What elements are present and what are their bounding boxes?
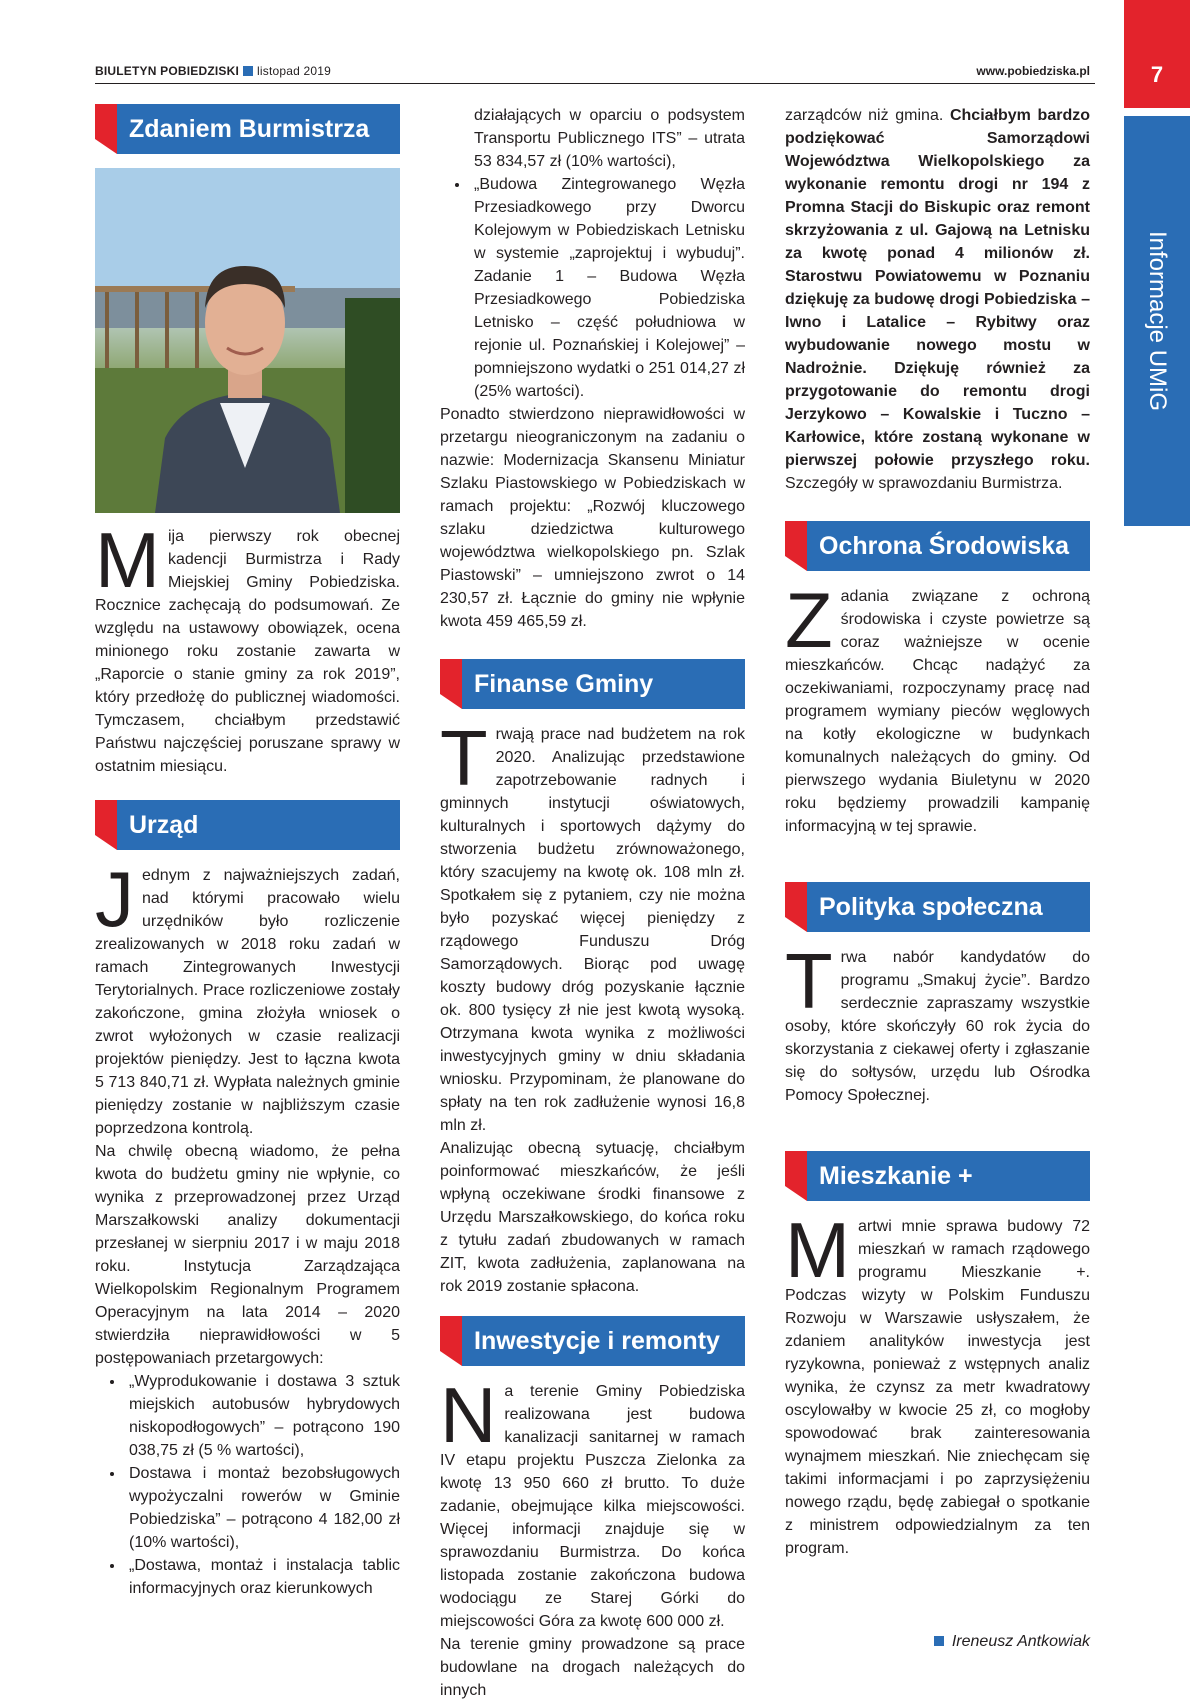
drop-cap: T	[440, 714, 488, 802]
title-accent	[440, 659, 462, 709]
list-item: działających w oparciu o podsystem Transportu Publicznego ITS” – utrata 53 834,57 zł (10% wartości),	[474, 107, 745, 170]
section-heading: Urząd	[117, 800, 400, 850]
list-item: • „Budowa Zintegrowanego Węzła Przesiadkowego przy Dworcu Kolejowym w Pobiedziskach Letnisku w systemie „zaprojektuj i wybuduj”. Zadanie 1 – Budowa Węzła Przesiadkowego Pobiedziska Letnisko – część południowa w rejonie ul. Poznańskiej i Kolejowej” – pomniejszono wydatki o 251 014,27 zł (25% wartości).	[470, 173, 745, 403]
title-accent	[95, 104, 117, 154]
section-heading: Finanse Gminy	[462, 659, 745, 709]
section-heading: Mieszkanie +	[807, 1151, 1090, 1201]
issue-date: listopad 2019	[257, 64, 332, 78]
column-1	[95, 104, 400, 1600]
thanks-paragraph: zarządców niż gmina. Chciałbym bardzo podziękować Samorządowi Województwa Wielkopolskiego za wykonanie remontu drogi nr 194 z Promna Stacji do Biskupic oraz remont skrzyżowania z ul. Gajową na Letnisku za kwotę ponad 4 milionów zł. Starostwu Powiatowemu w Poznaniu dziękuję za budowę drogi Pobiedziska – Iwno i Latalice – Rybitwy oraz wybudowanie nowego mostu w Nadrożnie. Dziękuję również za przygotowanie do remontu drogi Jerzykowo – Kowalskie i Tuczno – Karłowice, które zostaną wykonane w pierwszej połowie przyszłego roku. Szczegóły w sprawozdaniu Burmistrza.	[785, 107, 1090, 492]
list-item: • „Wyprodukowanie i dostawa 3 sztuk miejskich autobusów hybrydowych niskopodłogowych” – potrącono 190 038,75 zł (5 % wartości),	[125, 1370, 400, 1462]
website-link[interactable]: www.pobiedziska.pl	[976, 64, 1090, 78]
penalty-list-continued-2	[440, 173, 745, 403]
urzad-paragraph-2: Na chwilę obecną wiadomo, że pełna kwota do budżetu gminy nie wpłynie, co wynika z przeprowadzonej przez Urząd Marszałkowski analizy dokumentacji przesłanej w sierpniu 2017 i w maju 2018 roku. Instytucja Zarządzająca Wielkopolskim Regionalnym Programem Operacyjnym na lata 2014 – 2020 stwierdziła nieprawidłowości w 5 postępowaniach przetargowych:	[95, 1143, 400, 1367]
column-2	[440, 104, 745, 1702]
penalty-list-continued	[440, 104, 745, 173]
list-item: • „Dostawa, montaż i instalacja tablic informacyjnych oraz kierunkowych	[125, 1554, 400, 1600]
list-item: • Dostawa i montaż bezobsługowych wypożyczalni rowerów w Gminie Pobiedziska” – potrącono 4 182,00 zł (10% wartości),	[125, 1462, 400, 1554]
title-accent	[785, 1151, 807, 1201]
inwestycje-paragraph-2: Na terenie gminy prowadzone są prace budowlane na drogach należących do innych	[440, 1636, 745, 1699]
urzad-paragraph-1: Jednym z najważniejszych zadań, nad którymi pracowało wielu urzędników było rozliczenie zrealizowanych w 2018 roku zadań w ramach Zintegrowanych Inwestycji Terytorialnych. Prace rozliczeniowe zostały zakończone, gmina złożyła wniosek o zwrot wyłożonych w czasie realizacji projektów pieniędzy. Jest to łączna kwota 5 713 840,71 zł. Wypłata należnych gminie pieniędzy zostanie w najbliższym czasie poprzedzona kontrolą.	[95, 855, 400, 1137]
polityka-paragraph: Trwa nabór kandydatów do programu „Smakuj życie”. Bardzo serdecznie zapraszamy wszystkie osoby, które skończyły 60 rok życia do skorzystania z ciekawej oferty i zgłaszanie się do sołtysów, urzędu lub Ośrodka Pomocy Społecznej.	[785, 937, 1090, 1104]
column-3	[785, 104, 1090, 1653]
mayor-portrait-illustration	[95, 168, 400, 513]
drop-cap: Z	[785, 576, 833, 664]
drop-cap: N	[440, 1371, 497, 1459]
square-bullet-icon	[243, 66, 253, 76]
square-bullet-icon	[934, 1636, 944, 1646]
section-title-zdaniem	[95, 104, 400, 154]
drop-cap: M	[785, 1206, 850, 1294]
title-accent	[95, 800, 117, 850]
title-accent	[785, 521, 807, 571]
drop-cap: J	[95, 855, 134, 943]
section-title-mieszkanie	[785, 1151, 1090, 1201]
section-heading: Inwestycje i remonty	[462, 1316, 745, 1366]
drop-cap: T	[785, 937, 833, 1025]
section-title-polityka	[785, 882, 1090, 932]
section-title-finanse	[440, 659, 745, 709]
publication-header	[95, 64, 331, 78]
section-title-urzad	[95, 800, 400, 850]
page-number: 7	[1124, 0, 1190, 108]
irregularities-paragraph: Ponadto stwierdzono nieprawidłowości w przetargu nieograniczonym na zadaniu o nazwie: Modernizacja Skansenu Miniatur Szlaku Piastowskiego w Pobiedziskach w ramach projektu: „Rozwój kluczowego szlaku dziedzictwa kulturowego województwa wielkopolskiego pn. Szlak Piastowski” – umniejszono zwrot o 14 230,57 zł. Łącznie do gminy nie wpłynie kwota 459 465,59 zł.	[440, 406, 745, 630]
section-heading: Polityka społeczna	[807, 882, 1090, 932]
mayor-photo	[95, 168, 400, 513]
intro-paragraph: Mija pierwszy rok obecnej kadencji Burmistrza i Rady Miejskiej Gminy Pobiedziska. Rocznice zachęcają do podsumowań. Ze względu na ustawowy obowiązek, ocena minionego roku zostanie zawarta w „Raporcie o stanie gminy za rok 2019”, który przedłożę do publicznej wiadomości. Tymczasem, chciałbym przedstawić Państwu najczęściej poruszane sprawy w ostatnim miesiącu.	[95, 516, 400, 775]
ochrona-paragraph: Zadania związane z ochroną środowiska i czyste powietrze są coraz ważniejsze w ocenie mieszkańców. Chcąc nadążyć za oczekiwaniami, rozpoczynamy pracę nad programem wymiany pieców węglowych na kotły ekologiczne w budynkach komunalnych należących do gminy. Od pierwszego wydania Biuletynu w 2020 roku będziemy prowadzili kampanię informacyjną w tej sprawie.	[785, 576, 1090, 835]
inwestycje-paragraph: Na terenie Gminy Pobiedziska realizowana jest budowa kanalizacji sanitarnej w ramach IV etapu projektu Puszcza Zielonka za kwotę 13 950 660 zł brutto. To duże zadanie, obejmujące kilka miejscowości. Więcej informacji znajduje się w sprawozdaniu Burmistrza. Do końca listopada zostanie zakończona budowa wodociągu ze Starej Górki do miejscowości Góra za kwotę 600 000 zł.	[440, 1371, 745, 1630]
title-accent	[440, 1316, 462, 1366]
section-heading: Ochrona Środowiska	[807, 521, 1090, 571]
section-title-inwestycje	[440, 1316, 745, 1366]
section-side-tab	[1124, 116, 1190, 526]
title-accent	[785, 882, 807, 932]
finanse-paragraph-2: Analizując obecną sytuację, chciałbym poinformować mieszkańców, że jeśli wpłyną oczekiwane środki finansowe z Urzędu Marszałkowskiego, do końca roku z tytułu zadań zbudowanych w ramach ZIT, kwota zadłużenia, zaplanowana na rok 2019 zostanie spłacona.	[440, 1140, 745, 1295]
finanse-paragraph: Trwają prace nad budżetem na rok 2020. Analizując przedstawione zapotrzebowanie radnych i gminnych instytucji oświatowych, kulturalnych i sportowych dążymy do stworzenia budżetu zrównoważonego, który szacujemy na kwotę ok. 108 mln zł. Spotkałem się z pytaniem, czy nie można było pozyskać więcej pieniędzy z rządowego Funduszu Dróg Samorządowych. Biorąc pod uwagę koszty budowy dróg pozyskanie łącznie ok. 800 tysięcy zł nie jest kwotą wysoką. Otrzymana kwota wynika z możliwości inwestycyjnych gminy w dniu składania wniosku. Przypominam, że planowane do spłaty na ten rok zadłużenie wynosi 16,8 mln zł.	[440, 714, 745, 1134]
author-signature: Ireneusz Antkowiak	[785, 1630, 1090, 1653]
penalty-list	[95, 1370, 400, 1600]
header-divider	[95, 83, 1095, 84]
mieszkanie-paragraph: Martwi mnie sprawa budowy 72 mieszkań w ramach rządowego programu Mieszkanie +. Podczas wizyty w Polskim Funduszu Rozwoju w Warszawie usłyszałem, że zdaniem analityków inwestycja jest ryzykowna, ponieważ z wstępnych analiz wynika, że czynsz za metr kwadratowy oscylowałby w kwocie 25 zł, co mogłoby spowodować brak zainteresowania wynajmem mieszkań. Nie zniechęcam się takimi informacjami i po zaprzysiężeniu nowego rządu, będę zabiegał o spotkanie z ministrem odpowiedzialnym za ten program.	[785, 1206, 1090, 1557]
side-tab-label: Informacje UMiG	[1144, 230, 1171, 412]
drop-cap: M	[95, 516, 160, 604]
section-title-ochrona	[785, 521, 1090, 571]
section-heading: Zdaniem Burmistrza	[117, 104, 400, 154]
publication-name: BIULETYN POBIEDZISKI	[95, 64, 240, 78]
